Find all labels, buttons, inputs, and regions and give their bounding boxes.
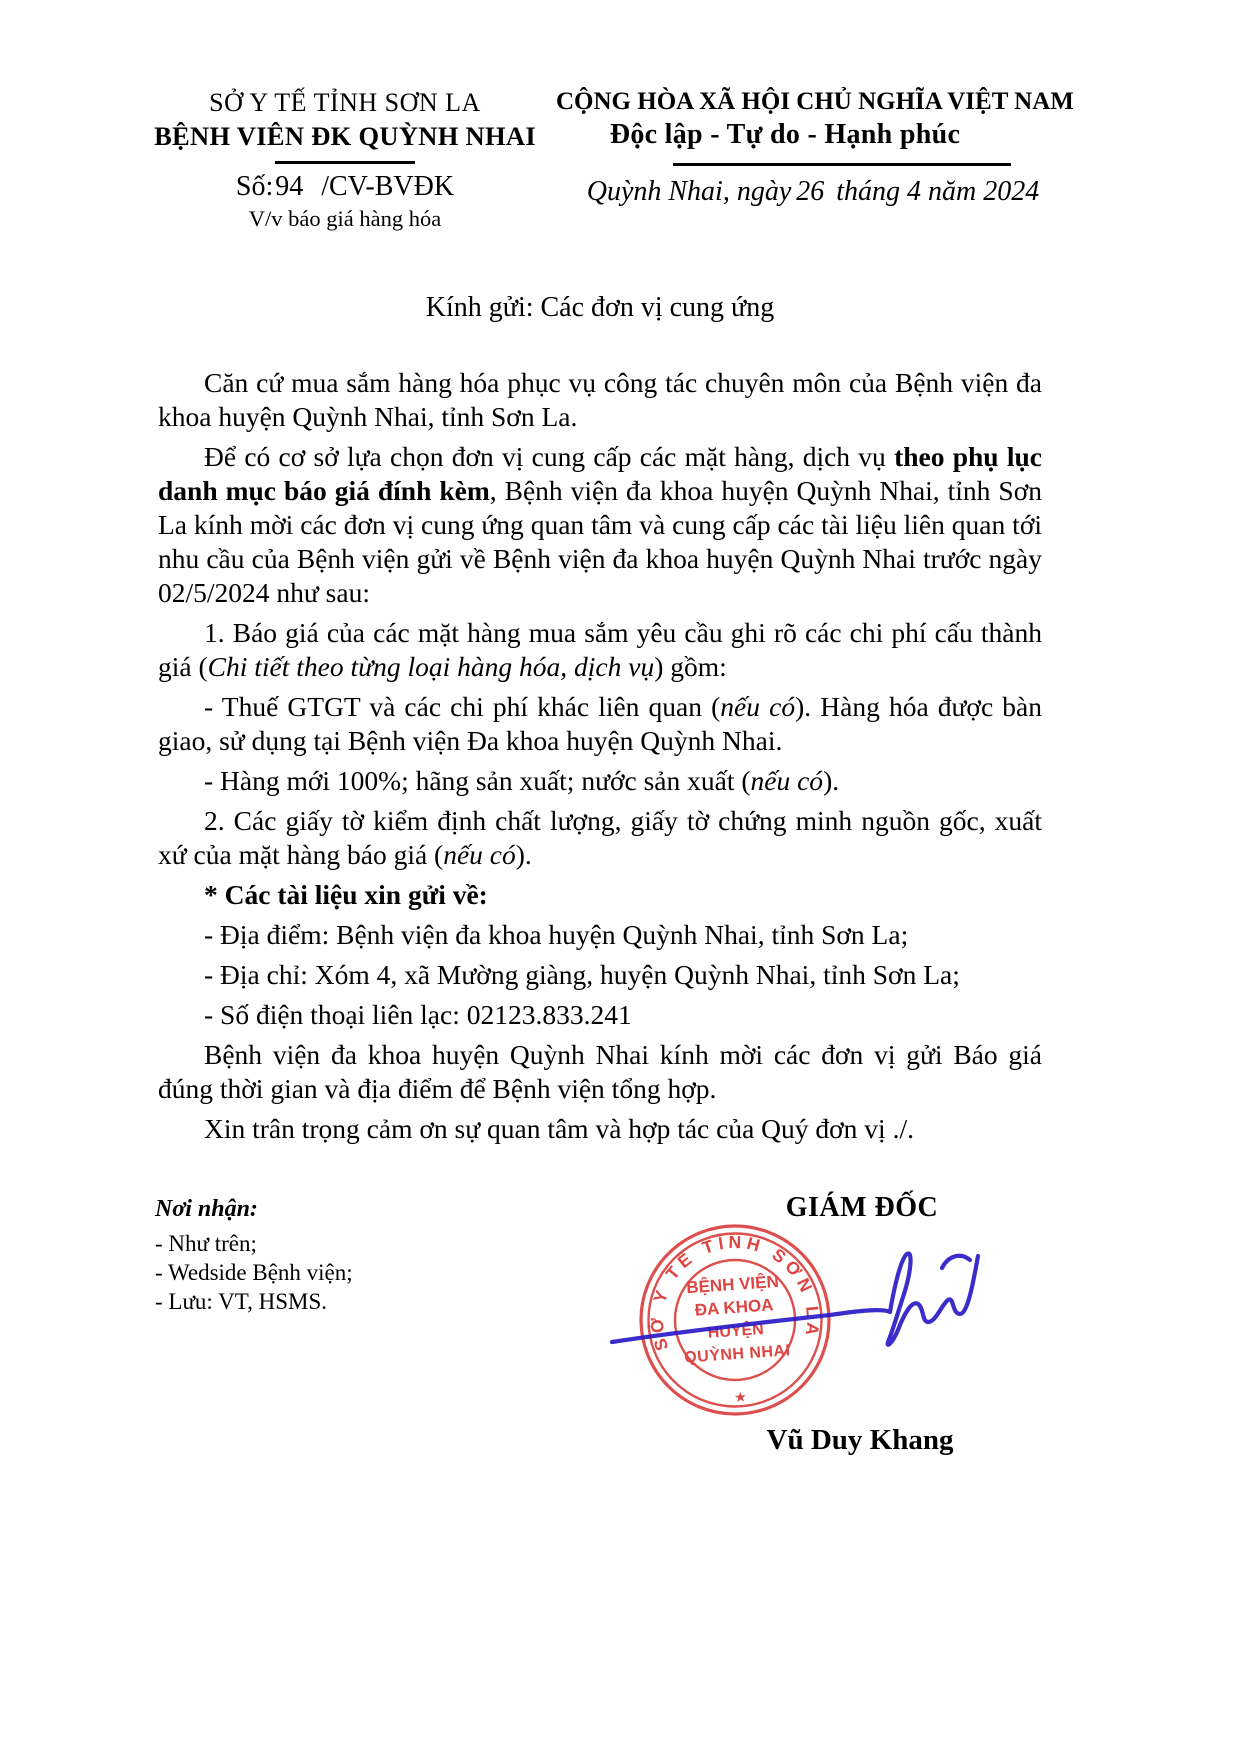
document-subject: V/v báo giá hàng hóa xyxy=(248,206,442,231)
paragraph-text: 2. Các giấy tờ kiểm định chất lượng, giấy tờ chứng minh nguồn gốc, xuất xứ của mặt hàng báo giá ( xyxy=(158,805,1042,870)
agency-divider xyxy=(275,161,415,164)
paragraph-text: ). xyxy=(515,839,532,870)
paragraph-text-italic: nếu có xyxy=(443,839,516,870)
paragraph-invitation xyxy=(158,440,1042,610)
paragraph-text-italic: nếu có xyxy=(750,765,824,796)
paragraph-item-2 xyxy=(158,804,1042,872)
signer-title: GIÁM ĐỐC xyxy=(785,1192,939,1223)
paragraph-deadline xyxy=(158,1038,1042,1106)
paragraph-item-1-vat xyxy=(158,690,1042,758)
paragraph-phone xyxy=(158,998,1042,1032)
stamp-center-line2: ĐA KHOA xyxy=(694,1295,775,1320)
paragraph-text: Bệnh viện đa khoa huyện Quỳnh Nhai kính mời các đơn vị gửi Báo giá đúng thời gian và địa điểm để Bệnh viện tổng hợp. xyxy=(158,1039,1042,1104)
stamp-center-line3: HUYỆN xyxy=(707,1321,765,1342)
paragraph-text: - Địa chỉ: Xóm 4, xã Mường giàng, huyện Quỳnh Nhai, tỉnh Sơn La; xyxy=(204,959,960,990)
national-motto-line2: Độc lập - Tự do - Hạnh phúc xyxy=(609,119,961,150)
doc-no-label: Số: xyxy=(235,171,274,202)
paragraph-text-bold: * Các tài liệu xin gửi về: xyxy=(204,879,488,910)
hospital-name: BỆNH VIÊN ĐK QUỲNH NHAI xyxy=(154,121,536,151)
national-motto-line1: CỘNG HÒA XÃ HỘI CHỦ NGHĨA VIỆT NAM xyxy=(556,88,1074,115)
paragraph-text: ). Hàng hóa được bàn giao, sử dụng tại Bệnh viện Đa khoa huyện Quỳnh Nhai. xyxy=(158,691,1042,756)
letter-body xyxy=(158,366,1042,1152)
recipients-block xyxy=(155,1196,353,1316)
recipients-title: Nơi nhận: xyxy=(155,1196,258,1222)
paragraph-text: ). xyxy=(823,765,840,796)
salutation-line: Kính gửi: Các đơn vị cung ứng xyxy=(425,292,775,323)
issuing-agency-block xyxy=(150,88,540,232)
national-header-block xyxy=(530,88,1074,208)
paragraph-location xyxy=(158,918,1042,952)
paragraph-text: Xin trân trọng cảm ơn sự quan tâm và hợp tác của Quý đơn vị ./. xyxy=(204,1113,914,1144)
doc-no-suffix: /CV-BVĐK xyxy=(321,171,455,202)
recipient-item: - Lưu: VT, HSMS. xyxy=(155,1289,327,1314)
place-date-prefix: Quỳnh Nhai, ngày xyxy=(586,176,792,207)
motto-divider xyxy=(673,163,1011,166)
handwritten-signature xyxy=(598,1238,998,1363)
paragraph-text-bold: theo phụ lục danh mục báo giá đính kèm xyxy=(158,441,1042,506)
stamp-star-icon: ★ xyxy=(733,1388,748,1406)
paragraph-text: Căn cứ mua sắm hàng hóa phục vụ công tác chuyên môn của Bệnh viện đa khoa huyện Quỳnh Nhai, tỉnh Sơn La. xyxy=(158,367,1042,432)
paragraph-documents-heading xyxy=(158,878,1042,912)
paragraph-text: ) gồm: xyxy=(654,651,727,682)
paragraph-text: - Hàng mới 100%; hãng sản xuất; nước sản xuất ( xyxy=(204,765,751,796)
paragraph-text-italic: nếu có xyxy=(720,691,796,722)
paragraph-text-italic: Chi tiết theo từng loại hàng hóa, dịch vụ xyxy=(207,651,655,682)
signer-name: Vũ Duy Khang xyxy=(766,1424,954,1456)
paragraph-thanks xyxy=(158,1112,1042,1146)
date-day: 26 xyxy=(796,176,825,207)
paragraph-item-1 xyxy=(158,616,1042,684)
paragraph-basis xyxy=(158,366,1042,434)
agency-name: SỞ Y TẾ TỈNH SƠN LA xyxy=(209,88,481,117)
paragraph-item-1-new xyxy=(158,764,1042,798)
signature-accent-stroke xyxy=(942,1256,970,1268)
doc-no-value: 94 xyxy=(275,171,304,202)
recipient-item: - Như trên; xyxy=(155,1231,257,1256)
place-date-line xyxy=(558,176,1068,208)
paragraph-address xyxy=(158,958,1042,992)
paragraph-text: - Thuế GTGT và các chi phí khác liên quan ( xyxy=(204,691,721,722)
paragraph-text: , Bệnh viện đa khoa huyện Quỳnh Nhai, tỉnh Sơn La kính mời các đơn vị cung ứng quan tâm và cung cấp các tài liệu liên quan tới nhu cầu của Bệnh viện gửi về Bệnh viện đa khoa huyện Quỳnh Nhai trước ngày 02/5/2024 như sau: xyxy=(158,475,1042,608)
signature-stroke xyxy=(612,1254,978,1345)
document-number-line xyxy=(150,171,540,203)
stamp-center-line4: QUỲNH NHAI xyxy=(683,1342,792,1367)
date-rest: tháng 4 năm 2024 xyxy=(836,176,1040,207)
recipient-item: - Wedside Bệnh viện; xyxy=(155,1260,353,1285)
paragraph-text: - Số điện thoại liên lạc: 02123.833.241 xyxy=(204,999,632,1030)
paragraph-text: Để có cơ sở lựa chọn đơn vị cung cấp các mặt hàng, dịch vụ xyxy=(204,441,895,472)
stamp-center-line1: BỆNH VIỆN xyxy=(685,1271,780,1298)
stamp-arc-text: SỞ Y TẾ TỈNH SƠN LA xyxy=(646,1231,824,1354)
paragraph-text: 1. Báo giá của các mặt hàng mua sắm yêu cầu ghi rõ các chi phí cấu thành giá ( xyxy=(158,617,1042,682)
paragraph-text: - Địa điểm: Bệnh viện đa khoa huyện Quỳnh Nhai, tỉnh Sơn La; xyxy=(204,919,909,950)
